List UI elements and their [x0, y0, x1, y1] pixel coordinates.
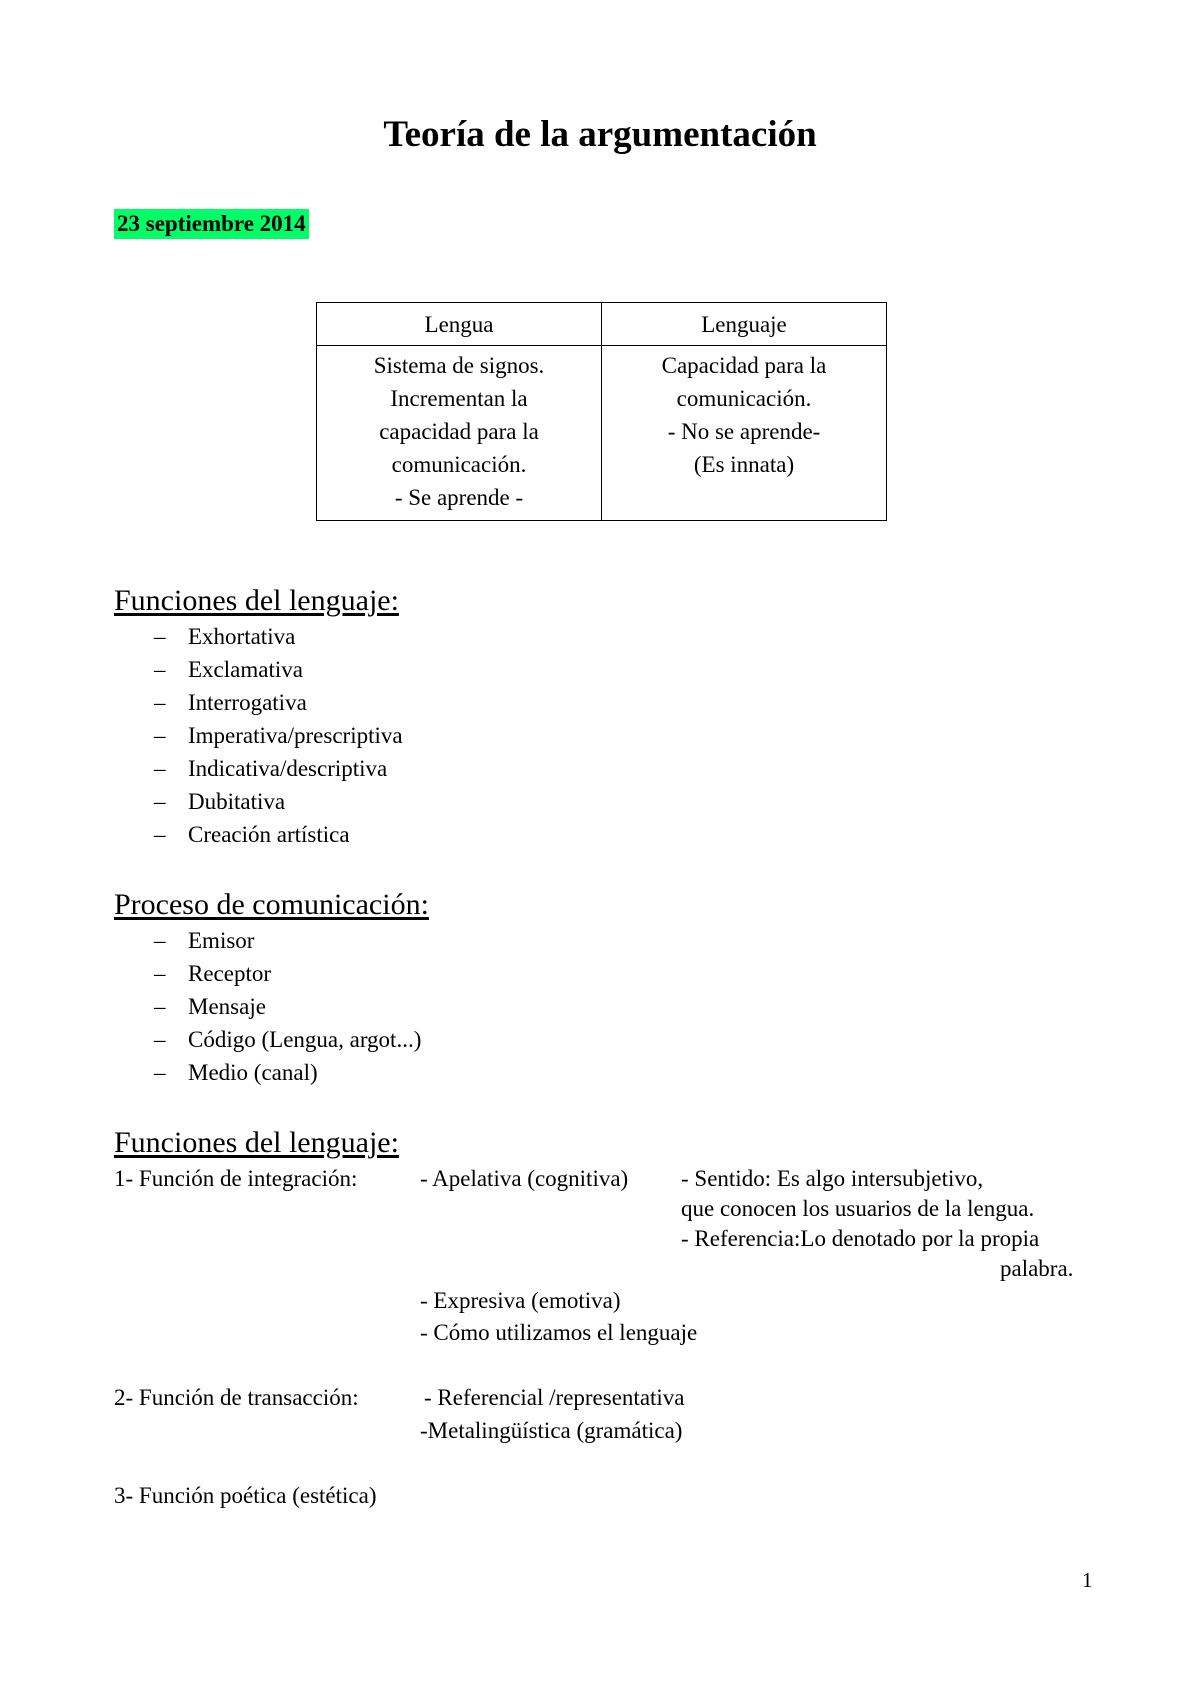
metalinguistica-text: -Metalingüística (gramática): [420, 1418, 683, 1443]
table-header-lengua: Lengua: [317, 303, 602, 346]
list-item: – Código (Lengua, argot...): [154, 1027, 422, 1052]
apelativa-text: - Apelativa (cognitiva): [420, 1166, 629, 1191]
table-line: comunicación.: [391, 452, 527, 477]
list-item: – Imperativa/prescriptiva: [154, 723, 403, 748]
table-line: Capacidad para la: [661, 353, 827, 378]
funcion-integracion-label: 1- Función de integración:: [114, 1166, 358, 1191]
como-utilizamos-text: - Cómo utilizamos el lenguaje: [420, 1320, 698, 1345]
table-line: capacidad para la: [379, 419, 539, 444]
sentido-text-2: que conocen los usuarios de la lengua.: [681, 1196, 1035, 1221]
table-line: (Es innata): [693, 452, 795, 477]
table-line: Incrementan la: [390, 386, 528, 411]
table-cell-lengua: [317, 346, 602, 521]
funcion-transaccion-label: 2- Función de transacción:: [114, 1385, 359, 1410]
section-heading-funciones: Funciones del lenguaje:: [114, 584, 399, 617]
list-item: – Exhortativa: [154, 624, 296, 649]
table-line: - No se aprende-: [667, 419, 821, 444]
lengua-lenguaje-table: [316, 302, 887, 521]
table-line: - Se aprende -: [394, 485, 524, 510]
table-cell-lenguaje: [602, 346, 887, 521]
referencial-text: - Referencial /representativa: [424, 1385, 685, 1410]
page-number: 1: [1082, 1568, 1093, 1592]
table-line: Sistema de signos.: [373, 353, 545, 378]
list-item: – Dubitativa: [154, 789, 286, 814]
funcion-poetica-label: 3- Función poética (estética): [114, 1483, 377, 1508]
page-title: Teoría de la argumentación: [383, 114, 817, 155]
list-item: – Interrogativa: [154, 690, 307, 715]
section-heading-funciones-2: Funciones del lenguaje:: [114, 1126, 399, 1159]
section-heading-proceso: Proceso de comunicación:: [114, 888, 429, 921]
list-item: – Receptor: [154, 961, 272, 986]
list-item: – Mensaje: [154, 994, 266, 1019]
sentido-text: - Sentido: Es algo intersubjetivo,: [681, 1166, 984, 1191]
list-item: – Creación artística: [154, 822, 350, 847]
list-item: – Indicativa/descriptiva: [154, 756, 388, 781]
list-item: – Emisor: [154, 928, 255, 953]
date-highlight: 23 septiembre 2014: [114, 209, 309, 239]
table-line: comunicación.: [676, 386, 812, 411]
expresiva-text: - Expresiva (emotiva): [420, 1288, 621, 1313]
referencia-text: - Referencia:Lo denotado por la propia: [681, 1226, 1040, 1251]
list-item: – Medio (canal): [154, 1060, 318, 1085]
table-header-lenguaje: Lenguaje: [602, 303, 887, 346]
referencia-text-2: palabra.: [1000, 1256, 1074, 1281]
list-item: – Exclamativa: [154, 657, 303, 682]
